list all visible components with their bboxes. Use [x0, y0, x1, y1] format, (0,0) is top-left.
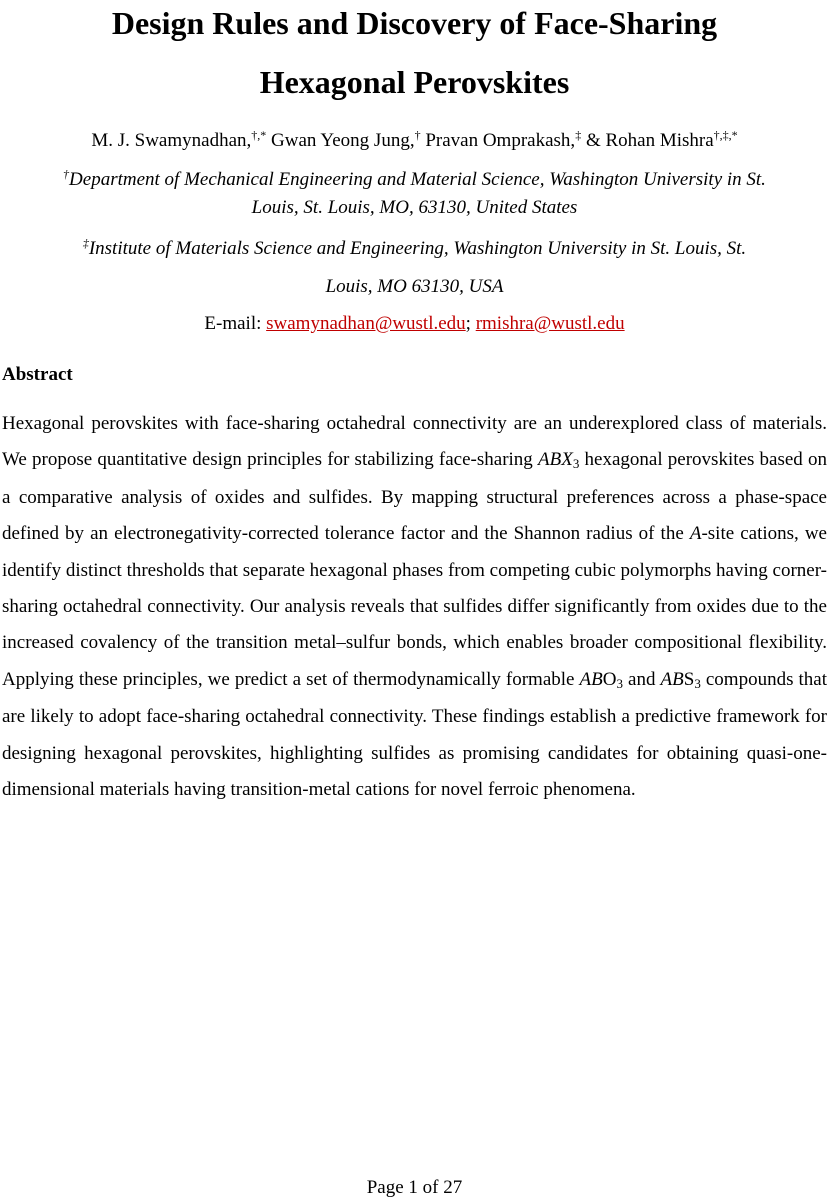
title-line-1: Design Rules and Discovery of Face-Sharing [111, 5, 718, 41]
affiliation-1-line-1 [0, 166, 829, 194]
abstract-heading: Abstract [2, 364, 73, 385]
contact-email [0, 311, 829, 337]
email-link-swamynadhan[interactable]: swamynadhan@wustl.edu [266, 313, 466, 334]
email-link-rmishra[interactable]: rmishra@wustl.edu [475, 313, 625, 334]
affiliation-1-text-1: Department of Mechanical Engineering and Material Science, Washington University in St. [69, 169, 766, 190]
affiliation-2-line-2: Louis, MO 63130, USA [325, 276, 504, 297]
affiliation-2-text-1: Institute of Materials Science and Engineering, Washington University in St. Louis, St. [88, 238, 747, 259]
title-line-2: Hexagonal Perovskites [259, 64, 570, 100]
author-3: Pravan Omprakash, [420, 130, 576, 151]
formula-abo3-o: O [602, 668, 617, 690]
formula-abs3-ab: AB [660, 668, 684, 690]
abstract-and: and [622, 668, 661, 690]
affiliation-1 [0, 166, 829, 222]
formula-abo3-sub: 3 [616, 675, 623, 691]
formula-abo3-ab: AB [579, 668, 603, 690]
formula-abs3-s: S [683, 668, 695, 690]
paper-title [0, 0, 829, 112]
email-separator: ; [465, 313, 476, 334]
author-1: M. J. Swamynadhan, [91, 130, 252, 151]
affiliation-2-mark: ‡ [82, 236, 89, 250]
formula-abx-sub: 3 [572, 456, 580, 472]
author-list [0, 127, 829, 155]
author-3-marks: ‡ [575, 128, 582, 142]
abstract-part-4: compounds that are likely to adopt face-sharing octahedral connectivity. These findings establish a predictive framework for designing hexagonal perovskites, highlighting sulfides as promising candidates for obtaining quasi-one-dimensional materials having transition-metal cations for novel ferroic phenomena. [2, 668, 827, 801]
author-4-marks: †,‡,* [713, 128, 738, 142]
affiliation-2 [0, 230, 829, 306]
abstract-part-1: Hexagonal perovskites with face-sharing octahedral connectivity are an underexplored class of materials. We propose quantitative design principles for stabilizing face-sharing [2, 413, 827, 471]
formula-abs3-sub: 3 [694, 675, 701, 691]
abstract-part-3: -site cations, we identify distinct thresholds that separate hexagonal phases from competing cubic polymorphs having corner-sharing octahedral connectivity. Our analysis reveals that sulfides differ significantly from oxides due to the increased covalency of the transition metal–sulfur bonds, which enables broader compositional flexibility. Applying these principles, we predict a set of thermodynamically formable [2, 523, 827, 690]
abstract-part-2: hexagonal perovskites based on a comparative analysis of oxides and sulfides. By mapping structural preferences across a phase-space defined by an electronegativity-corrected tolerance factor and the Shannon radius of the [2, 449, 827, 545]
affiliation-1-line-2: Louis, St. Louis, MO, 63130, United States [251, 197, 578, 218]
formula-abx: ABX [538, 449, 573, 471]
email-label: E-mail: [204, 313, 267, 334]
affiliation-2-line-1 [0, 230, 829, 268]
page-number: Page 1 of 27 [366, 1177, 463, 1198]
author-2: Gwan Yeong Jung, [266, 130, 415, 151]
a-site-symbol: A [689, 523, 702, 545]
abstract-text [2, 406, 827, 808]
affiliation-1-mark: † [63, 167, 70, 181]
author-2-marks: † [414, 128, 421, 142]
author-4: & Rohan Mishra [581, 130, 714, 151]
author-1-marks: †,* [251, 128, 267, 142]
